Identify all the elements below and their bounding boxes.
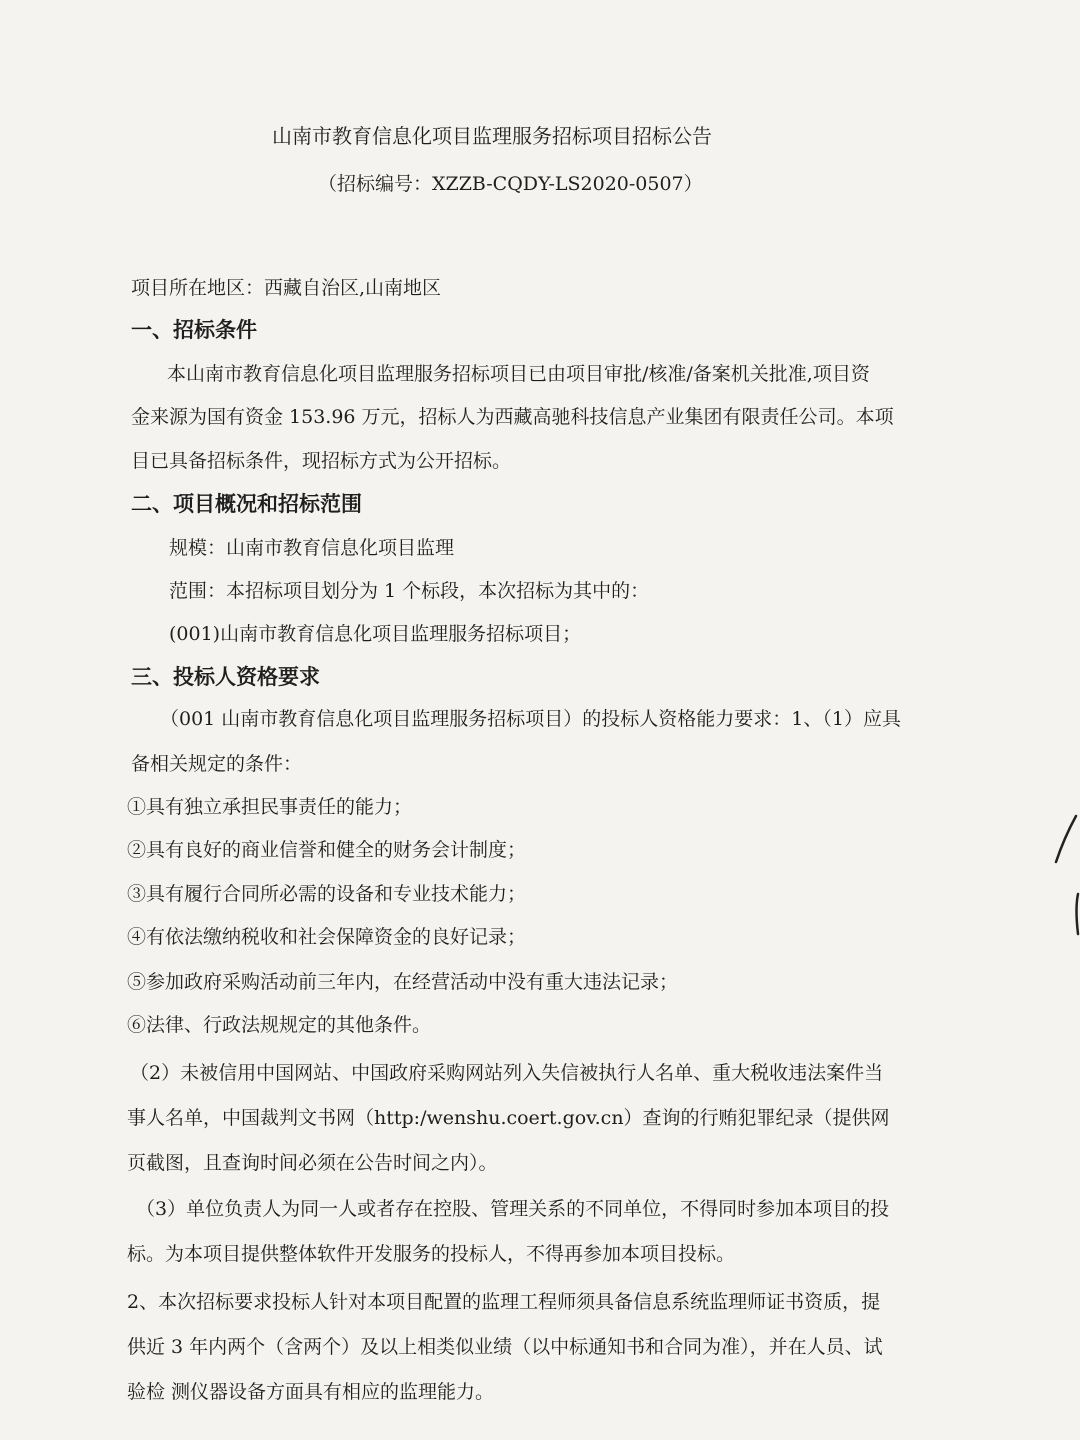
section-heading-2: 二、项目概况和招标范围 (131, 492, 362, 516)
condition-item: ⑥法律、行政法规规定的其他条件。 (127, 1014, 432, 1036)
paragraph-line: 供近 3 年内两个（含两个）及以上相类似业绩（以中标通知书和合同为准），并在人员、试 (127, 1336, 883, 1358)
scope-line: 范围：本招标项目划分为 1 个标段，本次招标为其中的： (169, 580, 650, 602)
paragraph-line: 目已具备招标条件，现招标方式为公开招标。 (131, 450, 512, 472)
paragraph-line: 页截图，且查询时间必须在公告时间之内）。 (127, 1152, 498, 1174)
paragraph-line: （001 山南市教育信息化项目监理服务招标项目）的投标人资格能力要求：1、（1）应具 (160, 708, 901, 730)
condition-item: ②具有良好的商业信誉和健全的财务会计制度； (127, 839, 527, 861)
condition-item: ⑤参加政府采购活动前三年内，在经营活动中没有重大违法记录； (127, 971, 679, 993)
document-title: 山南市教育信息化项目监理服务招标项目招标公告 (272, 124, 712, 148)
paragraph-line: 金来源为国有资金 153.96 万元，招标人为西藏高驰科技信息产业集团有限责任公司。本项 (131, 406, 894, 428)
paragraph-line: 验检 测仪器设备方面具有相应的监理能力。 (127, 1381, 495, 1403)
paragraph-line: 事人名单，中国裁判文书网（http:/wenshu.coert.gov.cn）查询的行贿犯罪纪录（提供网 (127, 1107, 890, 1129)
condition-item: ④有依法缴纳税收和社会保障资金的良好记录； (127, 926, 527, 948)
tender-code: （招标编号：XZZB-CQDY-LS2020-0507） (318, 173, 703, 195)
paragraph-line: 2、本次招标要求投标人针对本项目配置的监理工程师须具备信息系统监理师证书资质，提 (127, 1291, 881, 1313)
section-heading-3: 三、投标人资格要求 (131, 665, 320, 689)
paragraph-line: 标。为本项目提供整体软件开发服务的投标人，不得再参加本项目投标。 (127, 1243, 736, 1265)
pen-mark (1048, 810, 1080, 940)
paragraph-line: 本山南市教育信息化项目监理服务招标项目已由项目审批/核准/备案机关批准,项目资 (167, 363, 870, 385)
scale-line: 规模：山南市教育信息化项目监理 (169, 537, 455, 559)
paragraph-line: （2）未被信用中国网站、中国政府采购网站列入失信被执行人名单、重大税收违法案件当 (130, 1062, 884, 1084)
section-heading-1: 一、招标条件 (131, 318, 257, 342)
lot-line: (001)山南市教育信息化项目监理服务招标项目； (169, 623, 582, 645)
paragraph-line: 备相关规定的条件： (131, 753, 303, 775)
project-location: 项目所在地区：西藏自治区,山南地区 (131, 277, 442, 299)
condition-item: ①具有独立承担民事责任的能力； (127, 796, 413, 818)
condition-item: ③具有履行合同所必需的设备和专业技术能力； (127, 883, 527, 905)
paragraph-line: （3）单位负责人为同一人或者存在控股、管理关系的不同单位，不得同时参加本项目的投 (136, 1198, 890, 1220)
